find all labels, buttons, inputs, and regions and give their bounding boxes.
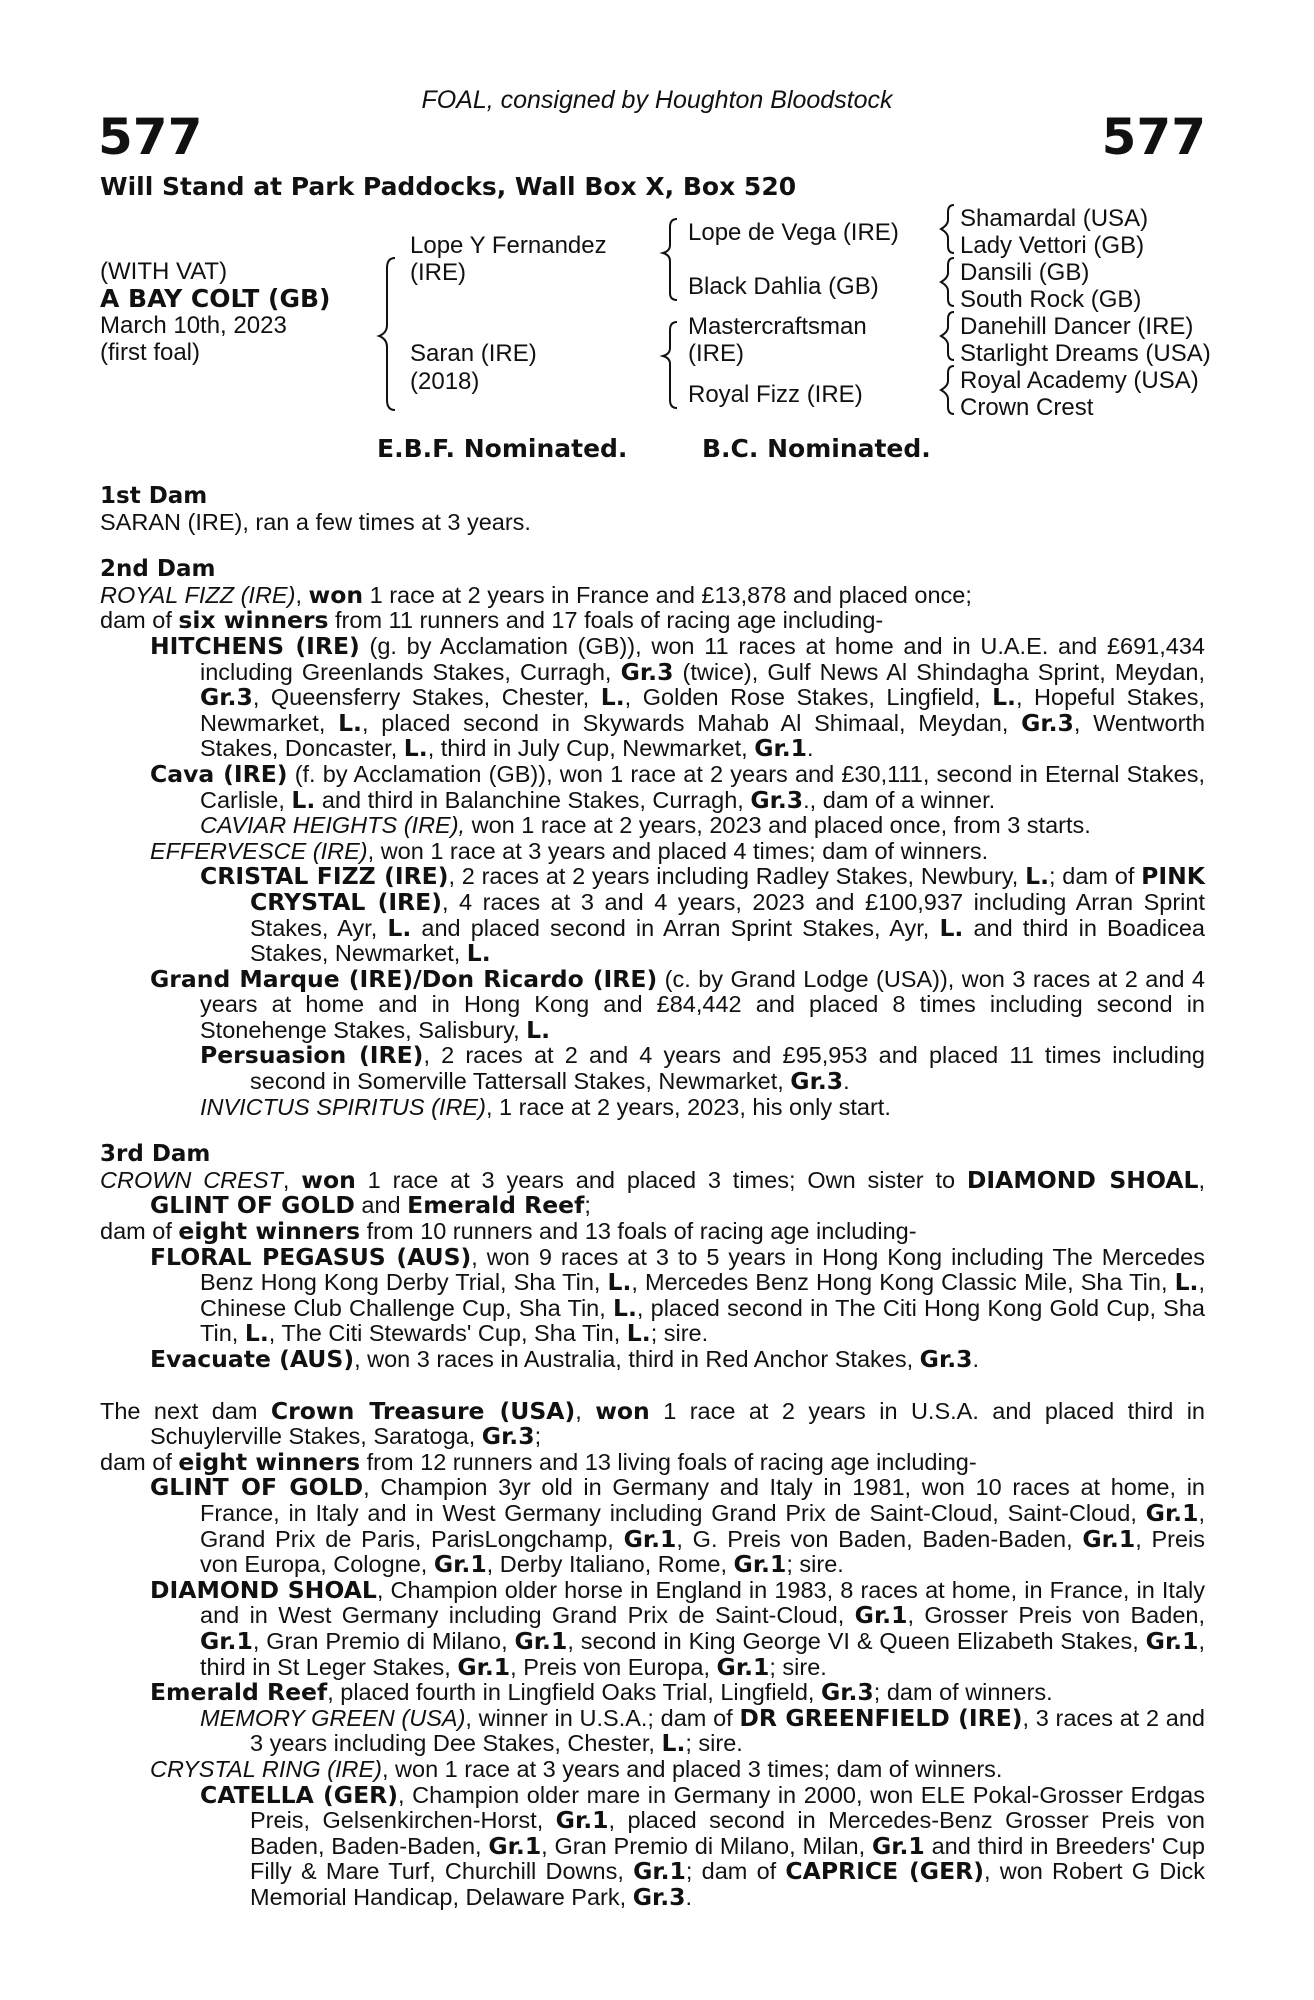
- brace-main: [379, 258, 395, 410]
- entry-memory-green: MEMORY GREEN (USA), winner in U.S.A.; dam of DR GREENFIELD (IRE), 3 races at 2 and 3 years including Dee Stakes, Chester, L.; sire.: [200, 1703, 1205, 1758]
- gen4-dds: Royal Academy (USA): [960, 367, 1199, 394]
- dam-dam: Royal Fizz (IRE): [688, 381, 863, 408]
- third-dam-record: CROWN CREST, won 1 race at 3 years and placed 3 times; Own sister to DIAMOND SHOAL, GLINT OF GOLD and Emerald Reef;: [100, 1165, 1206, 1220]
- entry-crystal-ring: CRYSTAL RING (IRE), won 1 race at 3 years and placed 3 times; dam of winners.: [150, 1755, 1003, 1782]
- sire-dam: Black Dahlia (GB): [688, 273, 879, 300]
- brace-sire: [663, 219, 677, 300]
- gen4-sds: Dansili (GB): [960, 259, 1090, 286]
- entry-grand-marque: Grand Marque (IRE)/Don Ricardo (IRE) (c. by Grand Lodge (USA)), won 3 races at 2 and 4 years at home and in Hong Kong and £84,442 and placed 8 times including second in Stonehenge Stakes, Salisbury, L.: [150, 964, 1205, 1044]
- entry-catella: CATELLA (GER), Champion older mare in Germany in 2000, won ELE Pokal-Grosser Erdgas Preis, Gelsenkirchen-Horst, Gr.1, placed second in Mercedes-Benz Grosser Preis von Baden, Baden-Baden, Gr.1, Gran Premio di Milano, Milan, Gr.1 and third in Breeders' Cup Filly & Mare Turf, Churchill Downs, Gr.1; dam of CAPRICE (GER), won Robert G Dick Memorial Handicap, Delaware Park, Gr.3.: [200, 1780, 1205, 1911]
- horse-name: A BAY COLT (GB): [100, 284, 331, 313]
- consignor-line: FOAL, consigned by Houghton Bloodstock: [421, 86, 893, 114]
- horse-note: (first foal): [100, 339, 201, 366]
- sire-name-line1: Lope Y Fernandez: [410, 232, 607, 259]
- gen4-dsd: Starlight Dreams (USA): [960, 340, 1211, 367]
- second-dam-heading: 2nd Dam: [100, 556, 216, 583]
- lot-number-right: 577: [1101, 108, 1206, 166]
- dam-name-line2: (2018): [410, 368, 480, 395]
- entry-invictus-spiritus: INVICTUS SPIRITUS (IRE), 1 race at 2 years, 2023, his only start.: [200, 1093, 891, 1120]
- brace-ss: [941, 205, 954, 253]
- ebf-nomination: E.B.F. Nominated.: [377, 434, 628, 463]
- horse-dob: March 10th, 2023: [100, 312, 287, 339]
- entry-hitchens: HITCHENS (IRE) (g. by Acclamation (GB)), won 11 races at home and in U.A.E. and £691,434 including Greenlands Stakes, Curragh, Gr.3 (twice), Gulf News Al Shindagha Sprint, Meydan, Gr.3, Queensferry Stakes, Chester, L., Golden Rose Stakes, Lingfield, L., Hopeful Stakes, Newmarket, L., placed second in Skywards Mahab Al Shimaal, Meydan, Gr.3, Wentworth Stakes, Doncaster, L., third in July Cup, Newmarket, Gr.1.: [150, 631, 1206, 763]
- brace-dam: [663, 322, 677, 408]
- entry-floral-pegasus: FLORAL PEGASUS (AUS), won 9 races at 3 to 5 years in Hong Kong including The Mercedes Benz Hong Kong Derby Trial, Sha Tin, L., Mercedes Benz Hong Kong Classic Mile, Sha Tin, L., Chinese Club Challenge Cup, Sha Tin, L., placed second in The Citi Hong Kong Gold Cup, Sha Tin, L., The Citi Stewards' Cup, Sha Tin, L.; sire.: [150, 1242, 1206, 1348]
- lot-number-left: 577: [98, 108, 203, 166]
- gen4-sss: Shamardal (USA): [960, 205, 1149, 232]
- dam-sire-line1: Mastercraftsman: [688, 313, 867, 340]
- entry-persuasion: Persuasion (IRE), 2 races at 2 and 4 years and £95,953 and placed 11 times including second in Somerville Tattersall Stakes, Newmarket, Gr.3.: [200, 1041, 1205, 1096]
- entry-evacuate: Evacuate (AUS), won 3 races in Australia, third in Red Anchor Stakes, Gr.3.: [150, 1345, 980, 1373]
- dam-name-line1: Saran (IRE): [410, 340, 537, 367]
- bc-nomination: B.C. Nominated.: [702, 434, 931, 463]
- second-dam-section: [100, 557, 1205, 1120]
- first-dam-text: SARAN (IRE), ran a few times at 3 years.: [100, 508, 531, 535]
- stand-location: Will Stand at Park Paddocks, Wall Box X, Box 520: [100, 172, 797, 201]
- next-dam-produce: dam of eight winners from 12 runners and 13 living foals of racing age including-: [100, 1447, 977, 1476]
- sire-name-line2: (IRE): [410, 259, 466, 286]
- brace-ds: [941, 312, 954, 360]
- brace-sd: [941, 258, 954, 306]
- pedigree-notes: [100, 484, 1205, 1910]
- next-dam-record: The next dam Crown Treasure (USA), won 1 race at 2 years in U.S.A. and placed third in Schuylerville Stakes, Saratoga, Gr.3;: [100, 1396, 1205, 1451]
- entry-glint-of-gold: GLINT OF GOLD, Champion 3yr old in Germany and Italy in 1981, won 10 races at home, in France, in Italy and in West Germany including Grand Prix de Saint-Cloud, Saint-Cloud, Gr.1, Grand Prix de Paris, ParisLongchamp, Gr.1, G. Preis von Baden, Baden-Baden, Gr.1, Preis von Europa, Cologne, Gr.1, Derby Italiano, Rome, Gr.1; sire.: [150, 1473, 1205, 1579]
- third-dam-produce: dam of eight winners from 10 runners and 13 foals of racing age including-: [100, 1217, 917, 1246]
- entry-diamond-shoal: DIAMOND SHOAL, Champion older horse in England in 1983, 8 races at home, in France, in Italy and in West Germany including Grand Prix de Saint-Cloud, Gr.1, Grosser Preis von Baden, Gr.1, Gran Premio di Milano, Gr.1, second in King George VI & Queen Elizabeth Stakes, Gr.1, third in St Leger Stakes, Gr.1, Preis von Europa, Gr.1; sire.: [150, 1575, 1206, 1681]
- second-dam-produce: dam of six winners from 11 runners and 17 foals of racing age including-: [100, 606, 884, 635]
- gen4-sdd: South Rock (GB): [960, 286, 1142, 313]
- brace-dd: [941, 366, 954, 414]
- third-dam-heading: 3rd Dam: [100, 1141, 211, 1168]
- gen4-ddd: Crown Crest: [960, 394, 1094, 421]
- sire-sire: Lope de Vega (IRE): [688, 219, 899, 246]
- first-dam-heading: 1st Dam: [100, 483, 208, 509]
- entry-cristal-fizz: CRISTAL FIZZ (IRE), 2 races at 2 years including Radley Stakes, Newbury, L.; dam of PINK CRYSTAL (IRE), 4 races at 3 and 4 years, 2023 and £100,937 including Arran Sprint Stakes, Ayr, L. and placed second in Arran Sprint Stakes, Ayr, L. and third in Boadicea Stakes, Newmarket, L.: [200, 862, 1206, 968]
- entry-cava: Cava (IRE) (f. by Acclamation (GB)), won 1 race at 2 years and £30,111, second in Eternal Stakes, Carlisle, L. and third in Balanchine Stakes, Curragh, Gr.3., dam of a winner.: [150, 759, 1205, 814]
- entry-emerald-reef: Emerald Reef, placed fourth in Lingfield Oaks Trial, Lingfield, Gr.3; dam of winners.: [150, 1678, 1053, 1707]
- horse-vat: (WITH VAT): [100, 258, 228, 285]
- gen4-ssd: Lady Vettori (GB): [960, 232, 1145, 259]
- entry-effervesce: EFFERVESCE (IRE), won 1 race at 3 years and placed 4 times; dam of winners.: [150, 837, 989, 864]
- entry-caviar-heights: CAVIAR HEIGHTS (IRE), won 1 race at 2 years, 2023 and placed once, from 3 starts.: [200, 812, 1091, 839]
- first-dam-section: [100, 484, 1205, 535]
- third-dam-section: [100, 1142, 1205, 1372]
- second-dam-record: ROYAL FIZZ (IRE), won 1 race at 2 years in France and £13,878 and placed once;: [100, 580, 972, 609]
- dam-sire-line2: (IRE): [688, 340, 744, 367]
- next-dam-section: [100, 1396, 1206, 1911]
- gen4-dss: Danehill Dancer (IRE): [960, 313, 1194, 340]
